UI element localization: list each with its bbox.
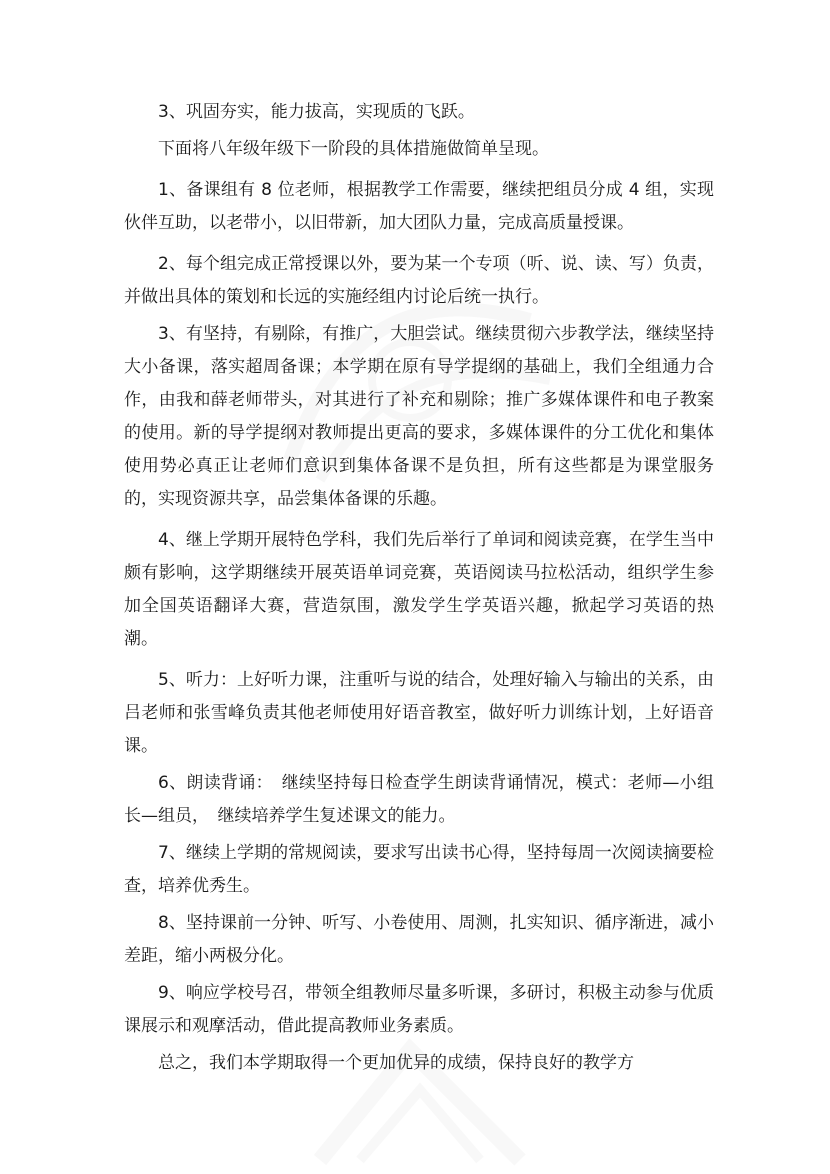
paragraph-measure-1: 1、备课组有 8 位老师，根据教学工作需要，继续把组员分成 4 组，实现伙伴互助，以老带小，以旧带新，加大团队力量，完成高质量授课。	[124, 180, 714, 233]
paragraph-summary: 总之，我们本学期取得一个更加优异的成绩，保持良好的教学方	[158, 1053, 634, 1073]
paragraph-measure-9: 9、响应学校号召，带领全组教师尽量多听课，多研讨，积极主动参与优质课展示和观摩活动，借此提高教师业务素质。	[124, 983, 714, 1036]
paragraph-measure-4: 4、继上学期开展特色学科，我们先后举行了单词和阅读竞赛，在学生当中颇有影响，这学期继续开展英语单词竞赛，英语阅读马拉松活动，组织学生参加全国英语翻译大赛，营造氛围，激发学生学英语兴趣，掀起学习英语的热潮。	[124, 530, 714, 649]
paragraph-measure-8: 8、坚持课前一分钟、听写、小卷使用、周测，扎实知识、循序渐进，减小差距，缩小两极分化。	[124, 913, 714, 966]
paragraph-measure-3: 3、有坚持，有剔除，有推广，大胆尝试。继续贯彻六步教学法，继续坚持大小备课，落实超周备课；本学期在原有导学提纲的基础上，我们全组通力合作，由我和薛老师带头，对其进行了补充和剔除；推广多媒体课件和电子教案的使用。新的导学提纲对教师提出更高的要求，多媒体课件的分工优化和集体使用势必真正让老师们意识到集体备课不是负担，所有这些都是为课堂服务的，实现资源共享，品尝集体备课的乐趣。	[124, 324, 714, 509]
paragraph-measure-2: 2、每个组完成正常授课以外，要为某一个专项（听、说、读、写）负责，并做出具体的策划和长远的实施经组内讨论后统一执行。	[124, 254, 714, 307]
paragraph-intro-measures: 下面将八年级年级下一阶段的具体措施做简单呈现。	[158, 139, 549, 159]
paragraph-measure-5: 5、听力：上好听力课，注重听与说的结合，处理好输入与输出的关系，由吕老师和张雪峰负责其他老师使用好语音教室，做好听力训练计划，上好语音课。	[124, 670, 714, 756]
paragraph-measure-7: 7、继续上学期的常规阅读，要求写出读书心得，坚持每周一次阅读摘要检查，培养优秀生。	[124, 843, 714, 896]
document-body	[124, 96, 714, 1080]
paragraph-goal-3: 3、巩固夯实，能力拔高，实现质的飞跃。	[158, 102, 475, 122]
paragraph-measure-6: 6、朗读背诵： 继续坚持每日检查学生朗读背诵情况，模式：老师—小组长—组员， 继续培养学生复述课文的能力。	[124, 773, 714, 826]
